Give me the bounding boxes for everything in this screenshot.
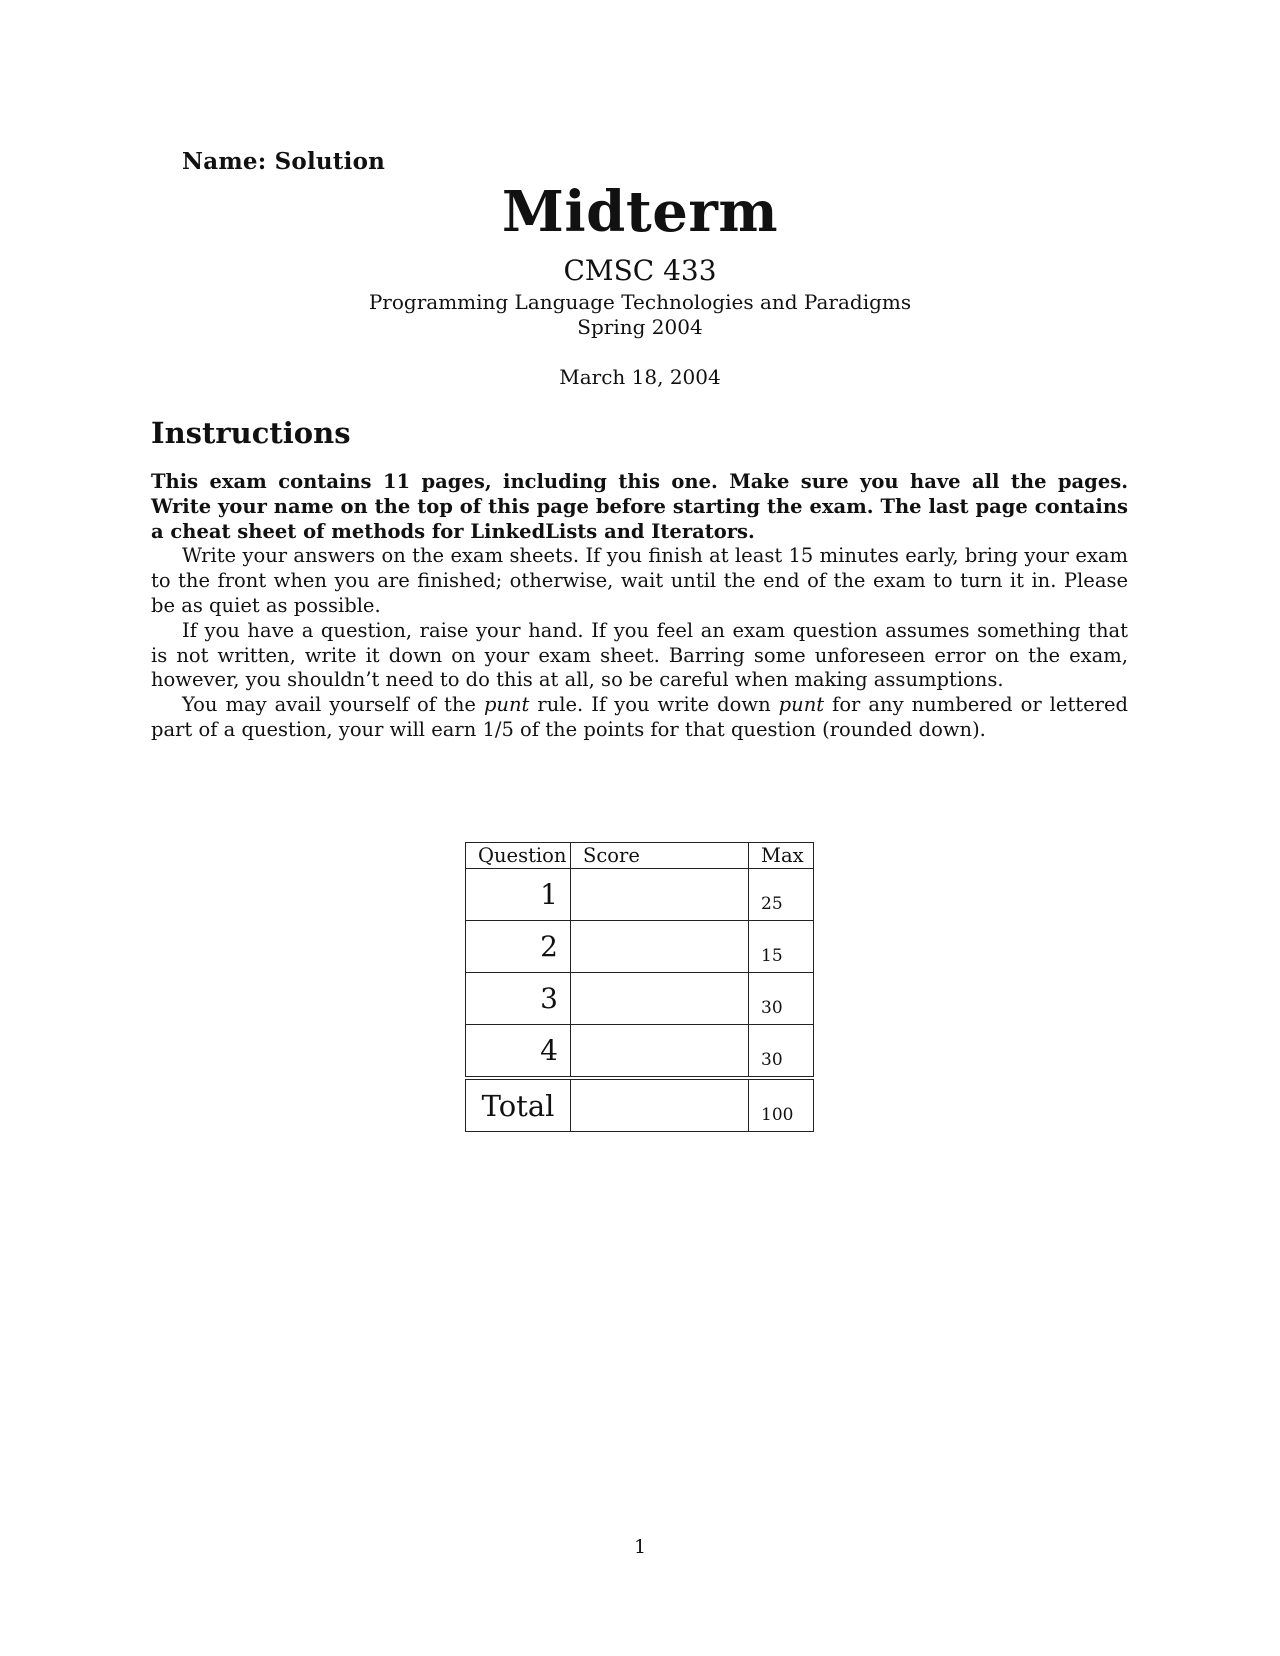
punt-text-b: rule. If you write down: [529, 693, 779, 717]
instructions-paragraph-2: If you have a question, raise your hand. If you feel an exam question assumes something that is not written, write it down on your exam sheet. Barring some unforeseen error on the exam, however, you shouldn’t need to do this at all, so be careful when making assumptions.: [151, 618, 1128, 692]
question-number: 4: [466, 1025, 571, 1077]
exam-date: March 18, 2004: [559, 365, 721, 389]
table-row: [466, 921, 814, 973]
table-row: [466, 1025, 814, 1077]
instructions-paragraph-3: [151, 693, 1128, 743]
total-score-cell: [571, 1080, 749, 1132]
score-cell: [571, 1025, 749, 1077]
max-points: 30: [749, 973, 814, 1025]
score-table-header: [466, 843, 814, 869]
instructions-heading: Instructions: [151, 416, 351, 450]
total-label: Total: [466, 1080, 571, 1132]
punt-emphasis-2: punt: [778, 693, 825, 717]
score-cell: [571, 869, 749, 921]
total-max-points: 100: [749, 1080, 814, 1132]
table-row: [466, 973, 814, 1025]
course-title: Programming Language Technologies and Paradigms: [368, 290, 912, 314]
instructions-paragraph-1: Write your answers on the exam sheets. If you finish at least 15 minutes early, bring your exam to the front when you are finished; otherwise, wait until the end of the exam to turn it in. Please be as quiet as possible.: [151, 544, 1128, 617]
punt-emphasis-1: punt: [483, 693, 530, 717]
punt-text-a: You may avail yourself of the: [182, 693, 484, 717]
score-cell: [571, 921, 749, 973]
max-points: 25: [749, 869, 814, 921]
question-number: 3: [466, 973, 571, 1025]
punt-text-c: for any numbered or lettered part of a question, your will earn 1/5 of the points for that question (rounded down).: [151, 693, 1128, 741]
instructions-body: [151, 470, 1128, 743]
header-question: Question: [466, 843, 571, 869]
instructions-lead: This exam contains 11 pages, including this one. Make sure you have all the pages. Write your name on the top of this page before starting the exam. The last page contains a cheat sheet of methods for LinkedLists and Iterators.: [151, 470, 1128, 543]
header-score: Score: [571, 843, 749, 869]
total-row: [466, 1080, 814, 1132]
question-number: 1: [466, 869, 571, 921]
page-number: 1: [633, 1536, 647, 1558]
max-points: 15: [749, 921, 814, 973]
table-row: [466, 869, 814, 921]
max-points: 30: [749, 1025, 814, 1077]
exam-title: Midterm: [501, 179, 779, 245]
header-max: Max: [749, 843, 814, 869]
name-line: Name: Solution: [182, 148, 386, 175]
score-table: [465, 842, 814, 1132]
course-code: CMSC 433: [563, 254, 717, 287]
semester: Spring 2004: [577, 315, 703, 339]
score-cell: [571, 973, 749, 1025]
question-number: 2: [466, 921, 571, 973]
